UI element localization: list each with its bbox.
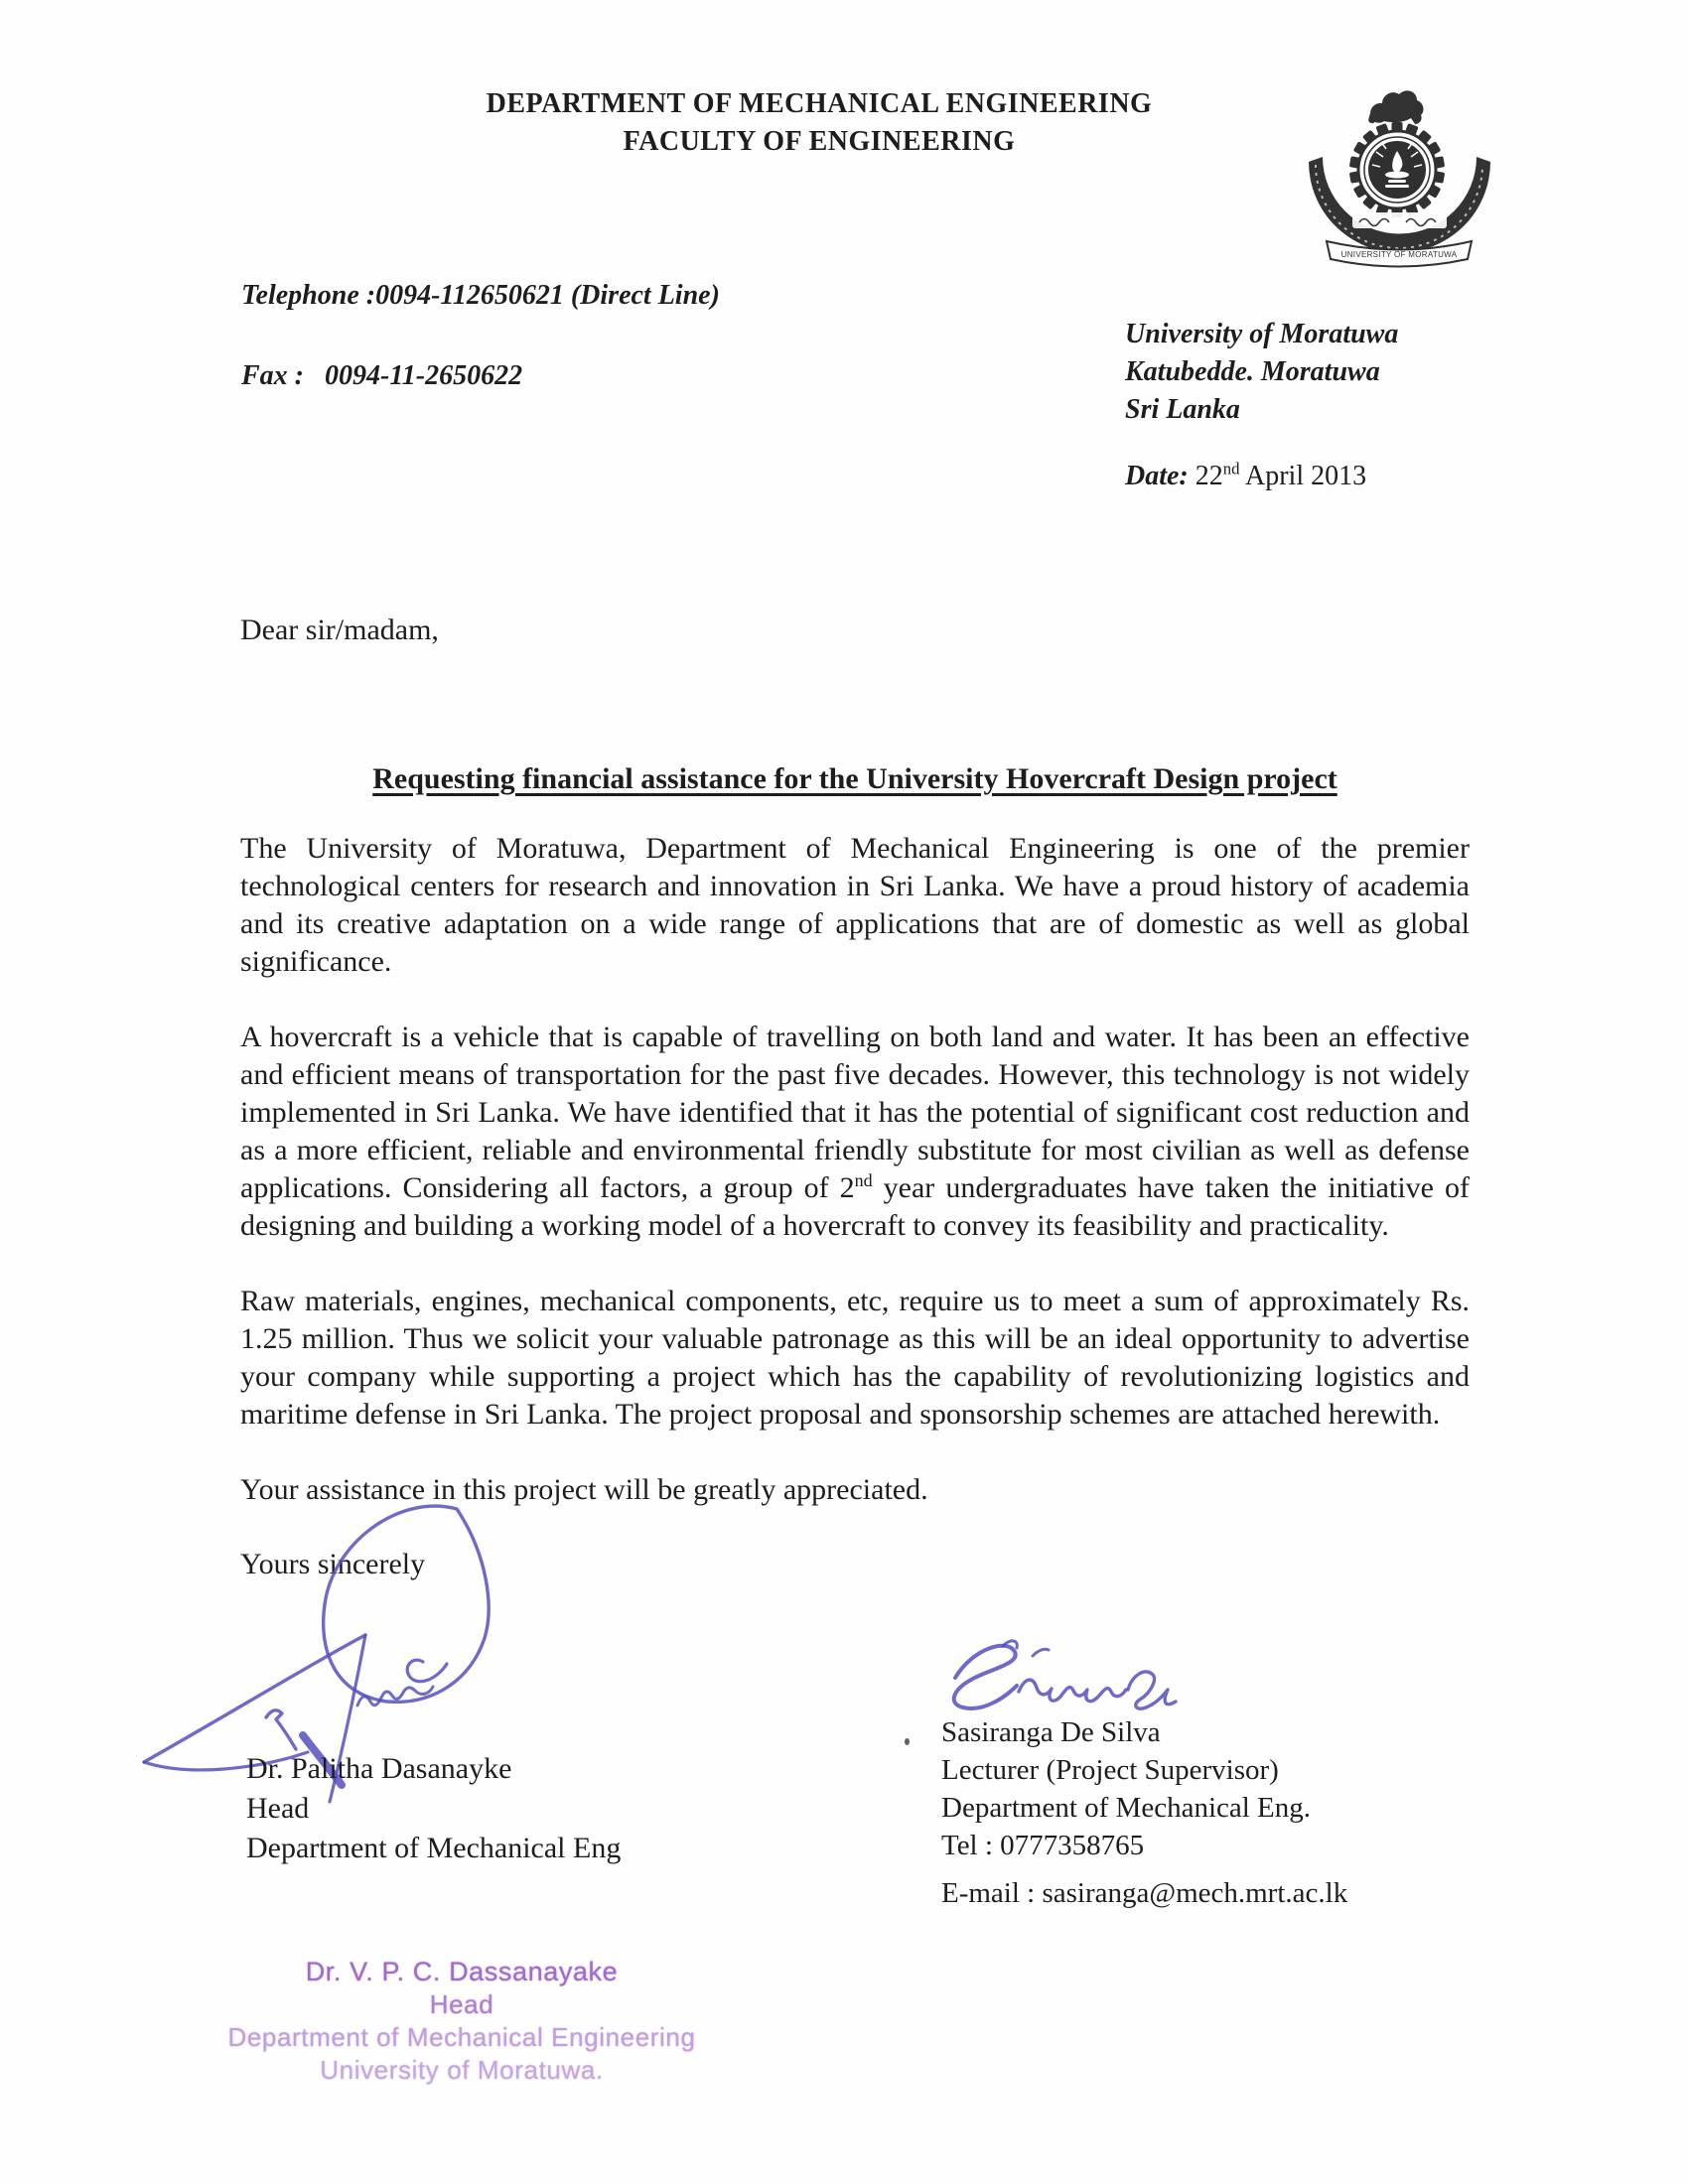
faculty-title: FACULTY OF ENGINEERING <box>623 126 1016 157</box>
address-line-1: University of Moratuwa <box>1125 319 1399 349</box>
stamp-title: Head <box>429 1989 494 2019</box>
stray-period-mark <box>905 1738 910 1745</box>
stamp-name: Dr. V. P. C. Dassanayake <box>305 1957 619 1986</box>
closing-note: Your assistance in this project will be greatly appreciated. <box>240 1473 928 1506</box>
signatory-right-email: E-mail : sasiranga@mech.mrt.ac.lk <box>941 1877 1348 1909</box>
address-line-2: Katubedde. Moratuwa <box>1125 356 1380 387</box>
signatory-right-title: Lecturer (Project Supervisor) <box>941 1754 1279 1786</box>
address-line-3: Sri Lanka <box>1125 394 1240 425</box>
signatory-left-name: Dr. Palitha Dasanayke <box>246 1752 512 1785</box>
date-rest: April 2013 <box>1239 461 1367 491</box>
signatory-left-title: Head <box>246 1792 310 1825</box>
telephone-line: Telephone :0094-112650621 (Direct Line) <box>241 280 720 311</box>
valediction: Yours sincerely <box>240 1548 426 1580</box>
date-day: 22 <box>1188 461 1223 491</box>
date-ordinal: nd <box>1222 459 1240 478</box>
crest-banner-text: UNIVERSITY OF MORATUWA <box>1340 250 1458 259</box>
subject-line: Requesting financial assistance for the University Hovercraft Design project <box>372 762 1337 795</box>
signatory-left-department: Department of Mechanical Eng <box>246 1832 622 1864</box>
university-address <box>1125 316 1398 429</box>
signatory-right-department: Department of Mechanical Eng. <box>941 1792 1312 1824</box>
stamp-university: University of Moratuwa. <box>320 2055 604 2085</box>
stamp-department: Department of Mechanical Engineering <box>227 2022 696 2052</box>
department-rubber-stamp <box>164 1956 760 2087</box>
signatory-right <box>941 1713 1347 1912</box>
university-of-moratuwa-crest-logo <box>1303 68 1496 271</box>
signatory-left <box>246 1749 621 1868</box>
signatory-right-tel: Tel : 0777358765 <box>941 1830 1145 1861</box>
signature-ink-sasiranga <box>933 1628 1251 1727</box>
fax-line: Fax : 0094-11-2650622 <box>241 360 523 391</box>
signatory-right-name: Sasiranga De Silva <box>941 1716 1161 1748</box>
paragraph-3: Raw materials, engines, mechanical components, etc, require us to meet a sum of approximately Rs. 1.25 million. Thus we solicit your valuable patronage as this will be an ideal opportunity to advertise your company while supporting a project which has the capability of revolutionizing logistics and maritime defense in Sri Lanka. The project proposal and sponsorship schemes are attached herewith. <box>240 1285 1470 1431</box>
date-label: Date: <box>1125 461 1189 491</box>
letter-body <box>240 612 1470 1583</box>
crest-lion <box>1370 90 1423 124</box>
date-line <box>1125 461 1366 492</box>
paragraph-1: The University of Moratuwa, Department of Mechanical Engineering is one of the premier technological centers for research and innovation in Sri Lanka. We have a proud history of academia and its creative adaptation on a wide range of applications that are of domestic as well as global significance. <box>240 832 1470 978</box>
paragraph-2: A hovercraft is a vehicle that is capable of travelling on both land and water. It has been an effective and efficient means of transportation for the past five decades. However, this technology is not widely implemented in Sri Lanka. We have identified that it has the potential of significant cost reduction and as a more efficient, reliable and environmental friendly substitute for most civilian as well as defense applications. Considering all factors, a group of 2nd year undergraduates have taken the initiative of designing and building a working model of a hovercraft to convey its feasibility and practicality. <box>240 1021 1470 1242</box>
department-title: DEPARTMENT OF MECHANICAL ENGINEERING <box>486 88 1153 119</box>
salutation: Dear sir/madam, <box>240 614 439 646</box>
letterhead <box>238 85 1400 161</box>
